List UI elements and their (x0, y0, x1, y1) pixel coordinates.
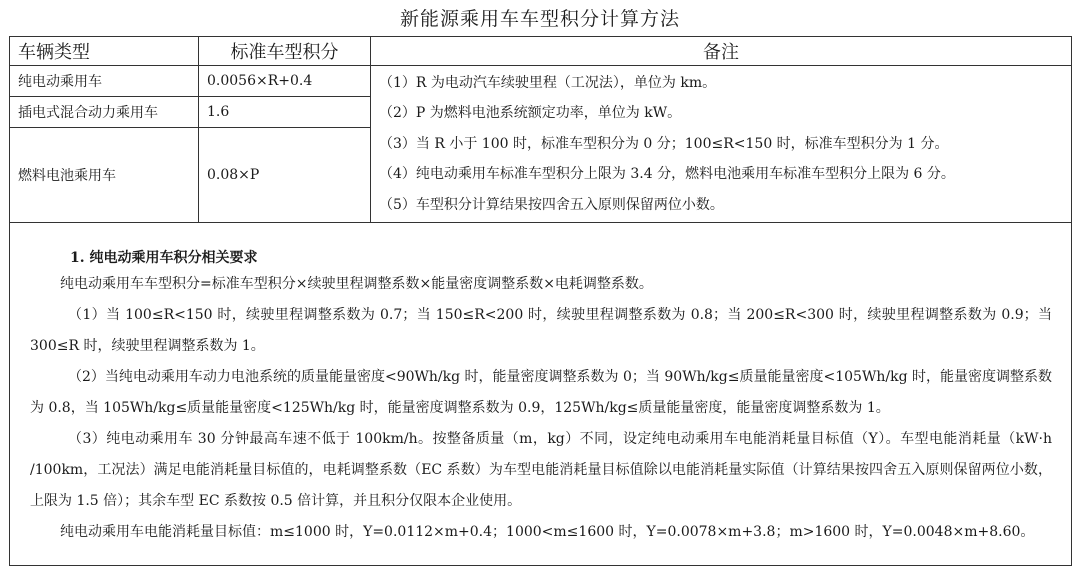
header-vehicle-type: 车辆类型 (10, 37, 199, 66)
note-3: （3）当 R 小于 100 时，标准车型积分为 0 分；100≤R<150 时，标准车型积分为 1 分。 (379, 135, 949, 152)
row-score-phev: 1.6 (199, 97, 371, 128)
row-type-bev: 纯电动乘用车 (10, 66, 199, 97)
requirements-cell (10, 223, 1072, 566)
requirement-item-1: （1）当 100≤R<150 时，续驶里程调整系数为 0.7；当 150≤R<200 时，续驶里程调整系数为 0.8；当 200≤R<300 时，续驶里程调整系数为 0.9；当 300≤R 时，续驶里程调整系数为 1。 (30, 306, 1052, 354)
row-type-phev: 插电式混合动力乘用车 (10, 97, 199, 128)
requirements-heading: 1. 纯电动乘用车积分相关要求 (70, 249, 258, 266)
row-type-fcev: 燃料电池乘用车 (10, 128, 199, 223)
note-1: （1）R 为电动汽车续驶里程（工况法），单位为 km。 (379, 74, 717, 91)
table-row (10, 66, 1072, 97)
requirements-formula: 纯电动乘用车车型积分=标准车型积分×续驶里程调整系数×能量密度调整系数×电耗调整系数。 (60, 275, 653, 292)
requirements-target: 纯电动乘用车电能消耗量目标值：m≤1000 时，Y=0.0112×m+0.4；1000<m≤1600 时，Y=0.0078×m+3.8；m>1600 时，Y=0.0048×m+8.60。 (60, 523, 1035, 540)
row-score-fcev: 0.08×P (199, 128, 371, 223)
table-header-row (10, 37, 1072, 66)
note-4: （4）纯电动乘用车标准车型积分上限为 3.4 分，燃料电池乘用车标准车型积分上限为 6 分。 (379, 166, 955, 183)
header-notes: 备注 (371, 37, 1072, 66)
page-title: 新能源乘用车车型积分计算方法 (399, 8, 680, 30)
header-standard-score: 标准车型积分 (199, 37, 371, 66)
notes-cell (371, 66, 1072, 223)
row-score-bev: 0.0056×R+0.4 (199, 66, 371, 97)
requirement-item-3: （3）纯电动乘用车 30 分钟最高车速不低于 100km/h。按整备质量（m，kg）不同，设定纯电动乘用车电能消耗量目标值（Y）。车型电能消耗量（kW·h /100km，工况法）满足电能消耗量目标值的，电耗调整系数（EC 系数）为车型电能消耗量目标值除以电能消耗量实际值（计算结果按四舍五入原则保留两位小数，上限为 1.5 倍）；其余车型 EC 系数按 0.5 倍计算，并且积分仅限本企业使用。 (30, 430, 1052, 509)
note-5: （5）车型积分计算结果按四舍五入原则保留两位小数。 (379, 196, 724, 213)
note-2: （2）P 为燃料电池系统额定功率，单位为 kW。 (379, 105, 682, 122)
credit-table (9, 36, 1072, 566)
requirement-item-2: （2）当纯电动乘用车动力电池系统的质量能量密度<90Wh/kg 时，能量密度调整系数为 0；当 90Wh/kg≤质量能量密度<105Wh/kg 时，能量密度调整系数为 0.8，当 105Wh/kg≤质量能量密度<125Wh/kg 时，能量密度调整系数为 0.9，125Wh/kg≤质量能量密度，能量密度调整系数为 1。 (30, 368, 1052, 416)
requirements-row (10, 223, 1072, 566)
